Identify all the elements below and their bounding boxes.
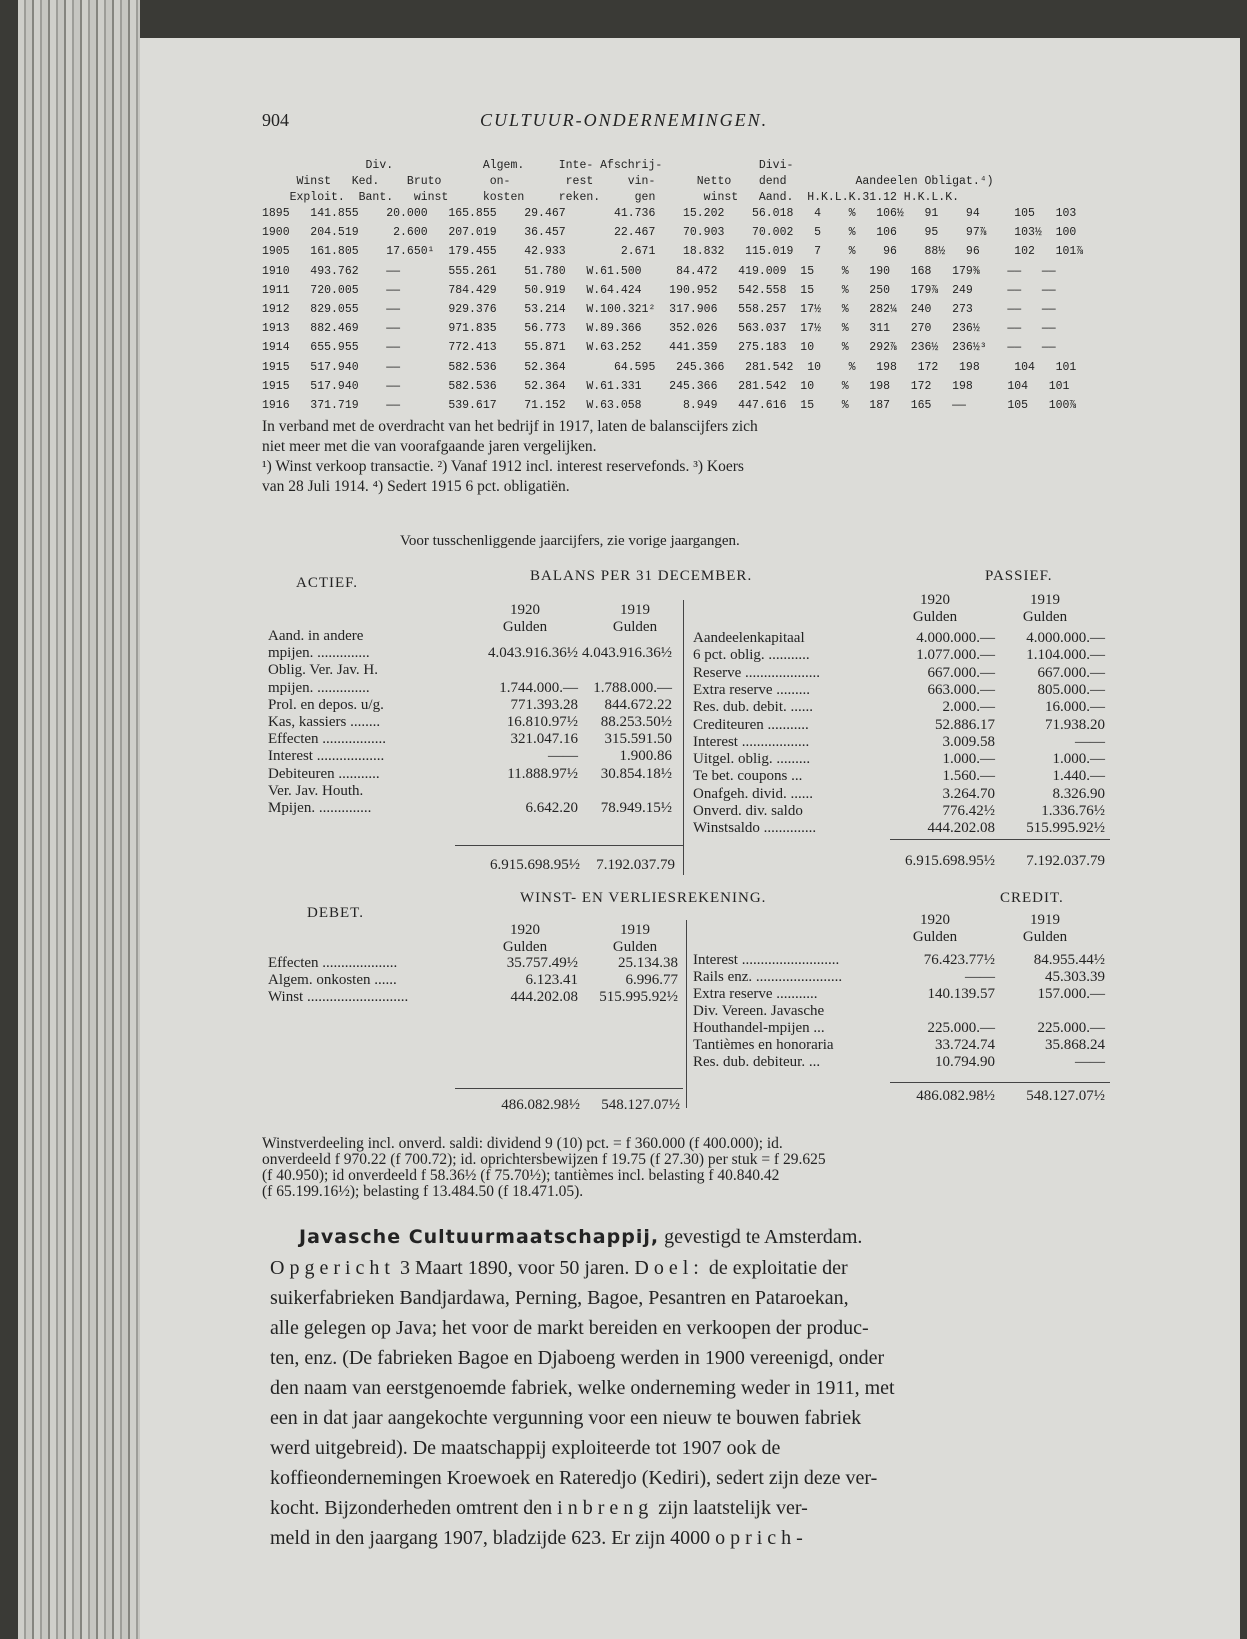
pl-debit-1920: 35.757.49½	[506, 955, 578, 971]
unit-heading: Gulden	[912, 609, 958, 625]
distribution-line: (f 40.950); id onverdeeld f 58.36½ (f 75.70½); tantièmes incl. belasting f 40.840.42	[262, 1167, 780, 1184]
balance-left-total-rule	[455, 845, 683, 846]
balance-asset-label: Debiteuren ...........	[268, 765, 380, 782]
page-number: 904	[262, 110, 289, 130]
balance-liability-1919: 1.000.—	[1052, 751, 1105, 768]
balance-total-liabilities-1920: 6.915.698.95½	[905, 853, 995, 869]
unit-heading: Gulden	[502, 939, 548, 955]
balance-asset-label: mpijen. ..............	[268, 679, 370, 696]
balance-asset-1919: 30.854.18½	[600, 765, 672, 782]
balance-asset-1919: 1.788.000.—	[593, 679, 672, 696]
stats-row: 1912 829.055 —— 929.376 53.214 W.100.321² 317.906 558.257 17½ % 282¼ 240 273 —— ——	[262, 303, 1056, 316]
balance-liability-1919: 805.000.—	[1037, 681, 1105, 698]
balance-right-total-rule	[890, 839, 1110, 840]
balance-asset-1920: 6.642.20	[525, 800, 578, 816]
stats-row: 1905 161.805 17.650¹ 179.455 42.933 2.671 18.832 115.019 7 % 96 88½ 96 102 101⅞	[262, 245, 1084, 259]
unit-heading: Gulden	[1022, 929, 1068, 945]
pl-right-heading: CREDIT.	[1000, 890, 1064, 906]
stats-note-line: In verband met de overdracht van het bedrijf in 1917, laten de balanscijfers zich	[262, 418, 758, 435]
company-line-10: kocht. Bijzonderheden omtrent den inbreng zijn laatstelijk ver-	[270, 1497, 808, 1519]
balance-liability-1919: ——	[1075, 733, 1105, 750]
company-line: suikerfabrieken Bandjardawa, Perning, Bagoe, Pesantren en Pataroekan,	[270, 1287, 849, 1309]
balance-asset-label: Ver. Jav. Houth.	[268, 782, 364, 799]
pl-credit-label: Div. Vereen. Javasche	[693, 1003, 825, 1019]
pl-credit-label: Houthandel-mpijen ...	[693, 1020, 825, 1036]
stats-note-line: niet meer met die van voorafgaande jaren vergelijken.	[262, 438, 597, 455]
pl-debit-1920: 444.202.08	[510, 989, 578, 1005]
balance-liability-1919: 667.000.—	[1037, 664, 1105, 681]
balance-right-heading: PASSIEF.	[985, 568, 1053, 584]
balance-asset-label: Kas, kassiers ........	[268, 714, 381, 730]
balance-liability-label: 6 pct. oblig. ...........	[693, 647, 810, 664]
balance-liability-label: Winstsaldo ..............	[693, 820, 817, 837]
stats-row: 1910 493.762 —— 555.261 51.780 W.61.500 84.472 419.009 15 % 190 168 179⅜ —— ——	[262, 264, 1056, 278]
balance-liability-label: Onverd. div. saldo	[693, 803, 803, 819]
year-1920-heading: 1920	[510, 602, 540, 618]
balance-liability-1919: 4.000.000.—	[1026, 630, 1105, 646]
balance-liability-1920: 3.264.70	[942, 785, 995, 802]
pl-left-total-rule	[455, 1088, 683, 1089]
balance-asset-1920: 1.744.000.—	[499, 679, 578, 696]
stats-note-line: van 28 Juli 1914. ⁴) Sedert 1915 6 pct. obligatiën.	[262, 478, 570, 495]
stats-row: 1900 204.519 2.600 207.019 36.457 22.467 70.903 70.002 5 % 106 95 97⅞ 103½ 100	[262, 226, 1077, 240]
pl-debit-label: Algem. onkosten ......	[268, 972, 397, 988]
balance-liability-1919: 1.104.000.—	[1026, 647, 1105, 664]
balance-liability-1920: 52.886.17	[935, 716, 995, 733]
pl-credit-1920: 33.724.74	[935, 1037, 995, 1053]
stats-header-line: Winst Ked. Bruto on- rest vin- Netto dend Aandeelen Obligat.⁴)	[262, 175, 994, 188]
balance-liability-label: Onafgeh. divid. ......	[693, 785, 813, 802]
company-line: werd uitgebreid). De maatschappij exploiteerde tot 1907 ook de	[270, 1437, 781, 1459]
balance-asset-label: Prol. en depos. u/g.	[268, 696, 384, 713]
balance-liability-1920: 3.009.58	[942, 733, 995, 750]
balance-asset-1919: 78.949.15½	[600, 800, 672, 816]
pl-credit-1920: 225.000.—	[927, 1020, 995, 1036]
balance-liability-1919: 1.440.—	[1052, 768, 1105, 785]
pl-credit-label: Interest ..........................	[693, 952, 840, 968]
balance-liability-1920: 667.000.—	[927, 664, 995, 681]
balance-liability-1920: 2.000.—	[942, 699, 995, 716]
stats-row: 1916 371.719 —— 539.617 71.152 W.63.058 8.949 447.616 15 % 187 165 —— 105 100⅞	[262, 399, 1077, 412]
book-page-edges	[18, 0, 140, 1639]
pl-credit-1920: 140.139.57	[927, 986, 995, 1002]
balance-liability-1920: 1.560.—	[942, 768, 995, 785]
balance-asset-label: mpijen. ..............	[268, 645, 370, 662]
pl-credit-label: Extra reserve ...........	[693, 986, 818, 1002]
founded-text: 3 Maart 1890, voor 50 jaren.	[394, 1257, 635, 1279]
company-line: koffieondernemingen Kroewoek en Rateredjo (Kediri), sedert zijn deze ver-	[270, 1467, 878, 1489]
balance-liability-label: Extra reserve .........	[693, 681, 811, 698]
balance-asset-1920: 771.393.28	[510, 696, 578, 713]
year-1919-heading: 1919	[620, 602, 650, 618]
balance-asset-1920: 4.043.916.36½	[488, 645, 578, 662]
pl-debit-label: Winst ...........................	[268, 989, 409, 1005]
balance-asset-label: Interest ..................	[268, 748, 385, 765]
pl-debit-1919: 6.996.77	[625, 972, 678, 988]
stats-header-line: Exploit. Bant. winst kosten reken. gen winst Aand. H.K.L.K.31.12 H.K.L.K.	[262, 191, 960, 204]
pl-credit-1919: 225.000.—	[1037, 1020, 1105, 1036]
balance-liability-label: Reserve ....................	[693, 664, 821, 681]
pl-credit-label: Rails enz. .......................	[693, 969, 843, 985]
stats-row: 1915 517.940 —— 582.536 52.364 64.595 245.366 281.542 10 % 198 172 198 104 101	[262, 360, 1077, 374]
company-name: Javasche Cultuurmaatschappij,	[299, 1226, 660, 1248]
pl-credit-1919: 157.000.—	[1037, 986, 1105, 1002]
distribution-line: (f 65.199.16½); belasting f 13.484.50 (f 18.471.05).	[262, 1183, 584, 1200]
company-line: ten, enz. (De fabrieken Bagoe en Djaboeng werden in 1900 vereenigd, onder	[270, 1347, 885, 1369]
balance-liability-1919: 71.938.20	[1045, 716, 1105, 733]
unit-heading: Gulden	[612, 939, 658, 955]
company-line: den naam van eerstgenoemde fabriek, welke onderneming weder in 1911, met	[270, 1377, 895, 1399]
stats-row: 1915 517.940 —— 582.536 52.364 W.61.331 245.366 281.542 10 % 198 172 198 104 101	[262, 379, 1070, 393]
balance-total-assets-1919: 7.192.037.79	[596, 857, 675, 873]
balance-total-liabilities-1919: 7.192.037.79	[1026, 853, 1105, 869]
balance-asset-1919: 844.672.22	[604, 696, 672, 713]
distribution-line: Winstverdeeling incl. onverd. saldi: dividend 9 (10) pct. = f 360.000 (f 400.000); id.	[262, 1135, 783, 1152]
company-line: alle gelegen op Java; het voor de markt bereiden en verkoopen der produc-	[270, 1317, 869, 1339]
balance-asset-1919: 315.591.50	[604, 731, 672, 748]
pl-credit-1920: 10.794.90	[935, 1054, 995, 1070]
pl-debit-1919: 25.134.38	[618, 955, 678, 971]
balance-liability-label: Te bet. coupons ...	[693, 768, 803, 785]
pl-total-debit-1919: 548.127.07½	[601, 1097, 680, 1113]
stats-row: 1913 882.469 —— 971.835 56.773 W.89.366 352.026 563.037 17½ % 311 270 236½ —— ——	[262, 322, 1056, 336]
balance-title: BALANS PER 31 DECEMBER.	[530, 568, 753, 584]
founded-label: Opgericht	[270, 1257, 395, 1279]
stats-row: 1914 655.955 —— 772.413 55.871 W.63.252 441.359 275.183 10 % 292⅞ 236½ 236½³ —— ——	[262, 341, 1056, 355]
pl-column-rule	[686, 920, 687, 1108]
balance-liability-1920: 776.42½	[942, 803, 995, 819]
balance-left-heading: ACTIEF.	[296, 575, 359, 591]
balance-liability-label: Res. dub. debit. ......	[693, 699, 813, 716]
balance-liability-1920: 663.000.—	[927, 681, 995, 698]
unit-heading: Gulden	[612, 619, 658, 635]
pl-credit-1919: ——	[1075, 1054, 1105, 1070]
balance-liability-1920: 1.077.000.—	[916, 647, 995, 664]
stats-row: 1911 720.005 —— 784.429 50.919 W.64.424 190.952 542.558 15 % 250 179⅞ 249 —— ——	[262, 283, 1056, 297]
stats-header-line: Div. Algem. Inte- Afschrij- Divi-	[262, 159, 794, 172]
pl-right-total-rule	[890, 1082, 1110, 1083]
balance-asset-1920: 16.810.97½	[506, 714, 578, 730]
year-1920-heading: 1920	[920, 912, 950, 928]
unit-heading: Gulden	[502, 619, 548, 635]
balance-liability-1919: 1.336.76½	[1041, 803, 1105, 819]
distribution-line: onverdeeld f 970.22 (f 700.72); id. oprichtersbewijzen f 19.75 (f 27.30) per stuk = f 29.625	[262, 1151, 826, 1168]
year-1919-heading: 1919	[620, 922, 650, 938]
balance-liability-1919: 16.000.—	[1045, 699, 1105, 716]
pl-credit-1919: 84.955.44½	[1033, 952, 1105, 968]
balance-asset-label: Oblig. Ver. Jav. H.	[268, 662, 378, 679]
pl-credit-1919: 35.868.24	[1045, 1037, 1105, 1053]
balance-liability-1920: 4.000.000.—	[916, 630, 995, 646]
balance-liability-label: Aandeelenkapitaal	[693, 630, 805, 646]
purpose-text: de exploitatie der	[703, 1257, 848, 1279]
unit-heading: Gulden	[1022, 609, 1068, 625]
year-1920-heading: 1920	[920, 592, 950, 608]
pl-credit-1919: 45.303.39	[1045, 969, 1105, 985]
pl-debit-label: Effecten ....................	[268, 955, 398, 971]
company-line-11: meld in den jaargang 1907, bladzijde 623. Er zijn 4000 oprich-	[270, 1527, 808, 1549]
pl-debit-1919: 515.995.92½	[599, 989, 678, 1005]
pl-total-credit-1919: 548.127.07½	[1026, 1088, 1105, 1104]
pl-total-credit-1920: 486.082.98½	[916, 1088, 995, 1104]
pl-debit-1920: 6.123.41	[525, 972, 578, 988]
balance-column-rule	[683, 600, 684, 875]
balance-liability-1920: 444.202.08	[927, 820, 995, 837]
year-1919-heading: 1919	[1030, 592, 1060, 608]
balance-asset-1919: 4.043.916.36½	[582, 645, 672, 662]
purpose-label: Doel:	[634, 1257, 704, 1279]
year-1920-heading: 1920	[510, 922, 540, 938]
balance-liability-1920: 1.000.—	[942, 751, 995, 768]
pl-credit-1920: ——	[965, 969, 995, 985]
company-seat: gevestigd te Amsterdam.	[659, 1226, 863, 1248]
balance-asset-1920: ——	[548, 748, 578, 765]
year-1919-heading: 1919	[1030, 912, 1060, 928]
pl-total-debit-1920: 486.082.98½	[501, 1097, 580, 1113]
running-title: CULTUUR-ONDERNEMINGEN.	[480, 110, 769, 130]
balance-asset-1920: 11.888.97½	[507, 765, 578, 782]
balance-asset-label: Mpijen. ..............	[268, 800, 372, 816]
pl-left-heading: DEBET.	[307, 905, 364, 921]
pl-credit-1920: 76.423.77½	[923, 952, 995, 968]
intermediate-note: Voor tusschenliggende jaarcijfers, zie vorige jaargangen.	[400, 533, 740, 549]
company-line: een in dat jaar aangekochte vergunning voor een nieuw te bouwen fabriek	[270, 1407, 862, 1429]
pl-credit-label: Res. dub. debiteur. ...	[693, 1054, 821, 1070]
stats-row: 1895 141.855 20.000 165.855 29.467 41.736 15.202 56.018 4 % 106½ 91 94 105 103	[262, 207, 1077, 220]
pl-title: WINST- EN VERLIESREKENING.	[520, 890, 767, 906]
balance-asset-1919: 88.253.50½	[600, 714, 672, 730]
pl-credit-label: Tantièmes en honoraria	[693, 1037, 834, 1053]
balance-asset-1919: 1.900.86	[619, 748, 672, 765]
balance-total-assets-1920: 6.915.698.95½	[490, 857, 580, 873]
balance-asset-label: Effecten .................	[268, 731, 387, 748]
balance-asset-1920: 321.047.16	[510, 731, 578, 748]
stats-note-line: ¹) Winst verkoop transactie. ²) Vanaf 1912 incl. interest reservefonds. ³) Koers	[262, 458, 744, 475]
balance-liability-1919: 515.995.92½	[1026, 820, 1105, 837]
balance-liability-label: Crediteuren ...........	[693, 716, 809, 733]
balance-liability-label: Interest ..................	[693, 733, 810, 750]
balance-asset-label: Aand. in andere	[268, 628, 364, 644]
unit-heading: Gulden	[912, 929, 958, 945]
balance-liability-label: Uitgel. oblig. .........	[693, 751, 811, 768]
balance-liability-1919: 8.326.90	[1052, 785, 1105, 802]
